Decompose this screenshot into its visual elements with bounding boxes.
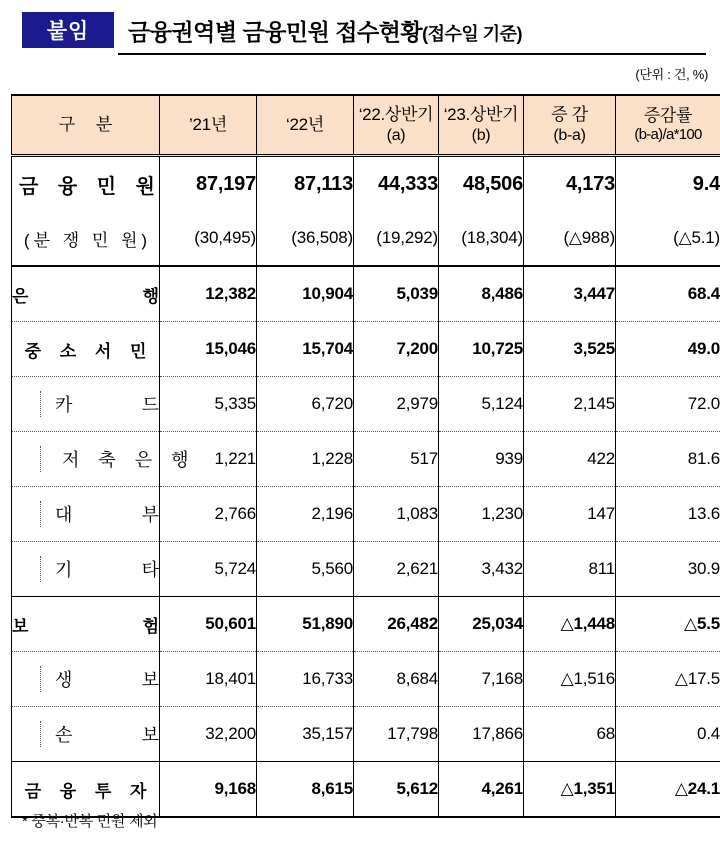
cell-value: 32,200 bbox=[160, 707, 257, 762]
cell-value: △24.1 bbox=[616, 762, 720, 818]
cell-value: 2,196 bbox=[257, 487, 354, 542]
cell-value: 8,684 bbox=[354, 652, 439, 707]
cell-value: 1,228 bbox=[257, 432, 354, 487]
row-label bbox=[12, 707, 160, 762]
page-title bbox=[128, 14, 522, 47]
cell-value: △1,516 bbox=[524, 652, 616, 707]
cell-value: 3,525 bbox=[524, 322, 616, 377]
cell-value: 5,612 bbox=[354, 762, 439, 818]
row-label bbox=[12, 266, 160, 322]
cell-value: 2,145 bbox=[524, 377, 616, 432]
col-header-2022-h1 bbox=[354, 95, 439, 156]
row-label-text: 중 소 서 민 bbox=[24, 341, 154, 361]
row-label bbox=[12, 542, 160, 597]
table-row bbox=[12, 322, 720, 377]
col-header-2023-h1 bbox=[439, 95, 524, 156]
row-label bbox=[12, 762, 160, 818]
cell-value: 6,720 bbox=[257, 377, 354, 432]
row-label-left: 은 bbox=[12, 286, 29, 306]
cell-value: 15,046 bbox=[160, 322, 257, 377]
cell-value: (18,304) bbox=[439, 211, 524, 266]
col-header-change bbox=[524, 95, 616, 156]
col-header-2021: ’21년 bbox=[160, 95, 257, 156]
indent-guide bbox=[40, 721, 159, 747]
cell-value: △5.5 bbox=[616, 597, 720, 652]
table-row bbox=[12, 156, 720, 212]
row-label-right: 드 bbox=[141, 395, 159, 415]
cell-value: 26,482 bbox=[354, 597, 439, 652]
title-underline bbox=[118, 53, 706, 55]
cell-value: 18,401 bbox=[160, 652, 257, 707]
cell-value: 10,904 bbox=[257, 266, 354, 322]
row-label-left: 생 bbox=[55, 670, 73, 690]
row-label-right: 타 bbox=[141, 560, 159, 580]
row-label-right: 부 bbox=[141, 505, 159, 525]
indent-guide bbox=[40, 501, 159, 527]
cell-value: 17,798 bbox=[354, 707, 439, 762]
cell-value: (△988) bbox=[524, 211, 616, 266]
col-header-2022: ‘22년 bbox=[257, 95, 354, 156]
col-header-change-rate-label: 증감률 bbox=[643, 106, 693, 125]
cell-value: △1,448 bbox=[524, 597, 616, 652]
table-row bbox=[12, 432, 720, 487]
cell-value: 25,034 bbox=[439, 597, 524, 652]
complaints-table-wrapper bbox=[11, 94, 720, 818]
cell-value: 72.0 bbox=[616, 377, 720, 432]
table-footnote: * 중복·반복 민원 제외 bbox=[22, 813, 158, 830]
cell-value: 68 bbox=[524, 707, 616, 762]
row-label-left: 기 bbox=[55, 560, 73, 580]
cell-value: 1,083 bbox=[354, 487, 439, 542]
cell-value: 2,766 bbox=[160, 487, 257, 542]
cell-value: (19,292) bbox=[354, 211, 439, 266]
row-label-right: 보 bbox=[141, 670, 159, 690]
table-row bbox=[12, 762, 720, 818]
cell-value: 15,704 bbox=[257, 322, 354, 377]
col-header-change-sub: (b-a) bbox=[553, 126, 586, 144]
row-label-left: 대 bbox=[55, 505, 73, 525]
cell-value: 50,601 bbox=[160, 597, 257, 652]
col-header-2023-h1-sub: (b) bbox=[471, 126, 491, 144]
cell-value: 5,560 bbox=[257, 542, 354, 597]
cell-value: (30,495) bbox=[160, 211, 257, 266]
row-label-left: 손 bbox=[55, 725, 73, 745]
table-body bbox=[12, 156, 720, 818]
page-title-suffix: (접수일 기준) bbox=[422, 23, 523, 44]
cell-value: 81.6 bbox=[616, 432, 720, 487]
cell-value: 9,168 bbox=[160, 762, 257, 818]
table-row bbox=[12, 597, 720, 652]
table-row bbox=[12, 707, 720, 762]
cell-value: 7,200 bbox=[354, 322, 439, 377]
complaints-table bbox=[11, 94, 720, 818]
row-label-left: 카 bbox=[55, 395, 73, 415]
cell-value: 51,890 bbox=[257, 597, 354, 652]
row-label-text: 금 융 투 자 bbox=[24, 781, 154, 801]
indent-guide bbox=[40, 666, 159, 692]
cell-value: 17,866 bbox=[439, 707, 524, 762]
cell-value: 811 bbox=[524, 542, 616, 597]
col-header-2022-h1-label: ‘22.상반기 bbox=[358, 105, 434, 125]
cell-value: △17.5 bbox=[616, 652, 720, 707]
cell-value: △1,351 bbox=[524, 762, 616, 818]
row-label bbox=[12, 156, 160, 212]
cell-value: 16,733 bbox=[257, 652, 354, 707]
unit-note: (단위 : 건, %) bbox=[635, 67, 708, 82]
table-row bbox=[12, 377, 720, 432]
col-header-change-label: 증 감 bbox=[551, 105, 588, 125]
table-header-row bbox=[12, 95, 720, 156]
indent-guide bbox=[40, 446, 196, 472]
cell-value: 68.4 bbox=[616, 266, 720, 322]
cell-value: 8,486 bbox=[439, 266, 524, 322]
cell-value: 4,261 bbox=[439, 762, 524, 818]
row-label bbox=[12, 487, 160, 542]
table-row bbox=[12, 542, 720, 597]
page-title-main: 금융권역별 금융민원 접수현황 bbox=[128, 18, 423, 45]
cell-value: 1,221 bbox=[160, 432, 257, 487]
row-label-text: 금 융 민 원 bbox=[19, 175, 162, 198]
cell-value: 5,335 bbox=[160, 377, 257, 432]
cell-value: (36,508) bbox=[257, 211, 354, 266]
cell-value: 5,124 bbox=[439, 377, 524, 432]
row-label-text: (분 쟁 민 원) bbox=[23, 230, 152, 250]
cell-value: 87,113 bbox=[257, 156, 354, 212]
col-header-change-rate bbox=[616, 95, 720, 156]
col-header-2023-h1-label: ‘23.상반기 bbox=[443, 105, 519, 125]
col-header-category: 구 분 bbox=[12, 95, 160, 156]
row-label bbox=[12, 432, 196, 487]
indent-guide bbox=[40, 391, 159, 417]
row-label bbox=[12, 211, 160, 266]
indent-guide bbox=[40, 556, 159, 582]
cell-value: 4,173 bbox=[524, 156, 616, 212]
table-row bbox=[12, 652, 720, 707]
row-label-right: 험 bbox=[142, 616, 159, 636]
row-label-right: 행 bbox=[142, 286, 159, 306]
cell-value: 2,621 bbox=[354, 542, 439, 597]
cell-value: 1,230 bbox=[439, 487, 524, 542]
page-title-bar bbox=[0, 0, 720, 60]
cell-value: 9.4 bbox=[616, 156, 720, 212]
cell-value: 30.9 bbox=[616, 542, 720, 597]
cell-value: 44,333 bbox=[354, 156, 439, 212]
row-label bbox=[12, 377, 160, 432]
row-label-left: 보 bbox=[12, 616, 29, 636]
row-label bbox=[12, 652, 160, 707]
table-row bbox=[12, 487, 720, 542]
cell-value: 35,157 bbox=[257, 707, 354, 762]
attachment-badge: 붙임 bbox=[22, 12, 114, 48]
cell-value: 3,447 bbox=[524, 266, 616, 322]
cell-value: 2,979 bbox=[354, 377, 439, 432]
cell-value: 5,039 bbox=[354, 266, 439, 322]
cell-value: 10,725 bbox=[439, 322, 524, 377]
cell-value: 49.0 bbox=[616, 322, 720, 377]
cell-value: 5,724 bbox=[160, 542, 257, 597]
row-label bbox=[12, 322, 160, 377]
row-label bbox=[12, 597, 160, 652]
cell-value: 7,168 bbox=[439, 652, 524, 707]
cell-value: 8,615 bbox=[257, 762, 354, 818]
col-header-2022-h1-sub: (a) bbox=[386, 126, 406, 144]
row-label-right: 보 bbox=[141, 725, 159, 745]
cell-value: 0.4 bbox=[616, 707, 720, 762]
col-header-change-rate-sub: (b-a)/a*100 bbox=[634, 126, 702, 144]
cell-value: 517 bbox=[354, 432, 439, 487]
cell-value: 939 bbox=[439, 432, 524, 487]
table-row bbox=[12, 211, 720, 266]
cell-value: 48,506 bbox=[439, 156, 524, 212]
row-label-text: 저 축 은 행 bbox=[62, 450, 196, 470]
cell-value: 147 bbox=[524, 487, 616, 542]
cell-value: 12,382 bbox=[160, 266, 257, 322]
cell-value: 3,432 bbox=[439, 542, 524, 597]
cell-value: 87,197 bbox=[160, 156, 257, 212]
cell-value: 422 bbox=[524, 432, 616, 487]
table-row bbox=[12, 266, 720, 322]
cell-value: 13.6 bbox=[616, 487, 720, 542]
cell-value: (△5.1) bbox=[616, 211, 720, 266]
